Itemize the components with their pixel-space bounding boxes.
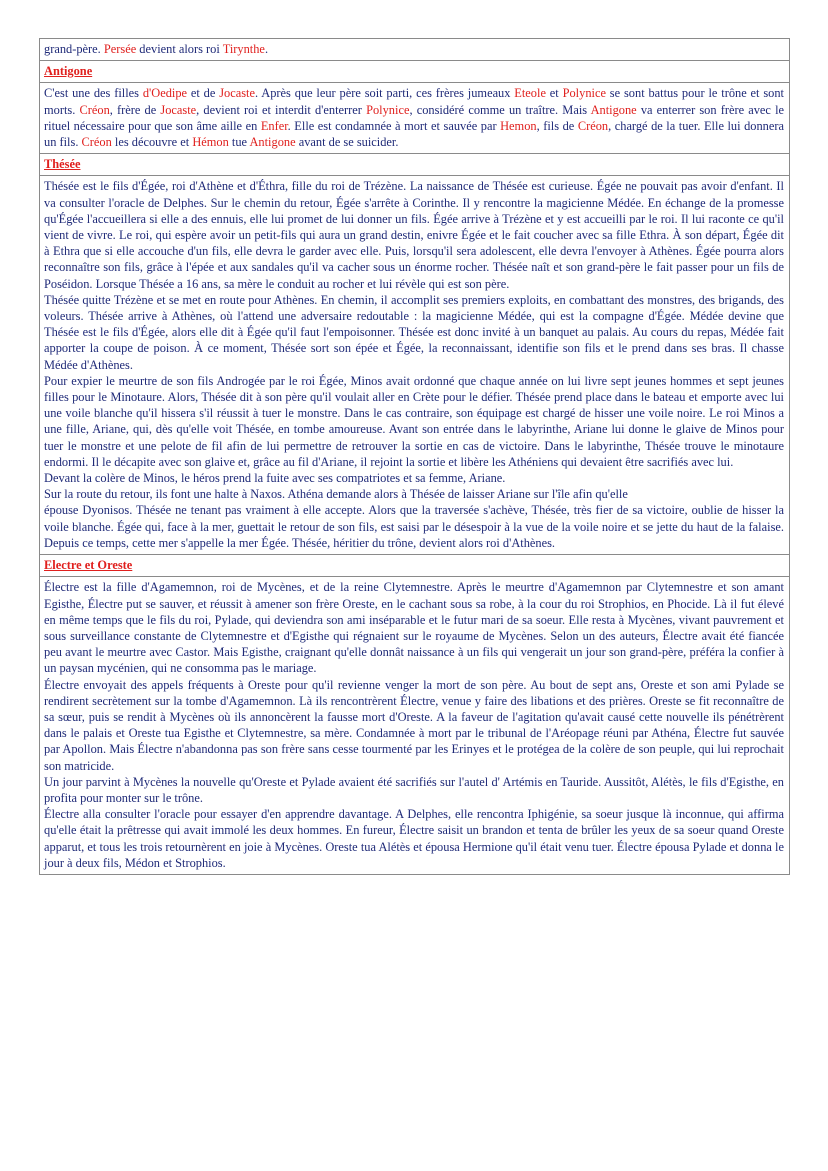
name-persee: Persée (103, 42, 137, 56)
name-tirynthe: Tirynthe (222, 42, 265, 56)
section-title-antigone: Antigone (44, 64, 93, 79)
intro-text: . (264, 42, 269, 56)
antigone-text: C'est une des filles (44, 86, 143, 101)
paragraph: Thésée quitte Trézène et se met en route pour Athènes. En chemin, il accomplit ses premiers exploits, en combattant des monstres, des brigands, des voleurs. Thésée arrive à Athènes, où l'attend une adversaire redoutable : la magicienne Médée, qui est la compagne d'Égée. Médée devine que Thésée est le fils d'Égée, alors elle dit à Égée qu'il faut l'empoisonner. Thésée est donc invité à un banquet au palais. Au cours du repas, Médée fait apporter la coupe de poison. À ce moment, Thésée sort son épée et Égée, la reconnaissant, identifie son fils et le prend dans ses bras. Il chasse Médée d'Athènes. (44, 292, 784, 372)
name-creon: Créon (81, 135, 112, 150)
intro-text: devient alors roi (136, 42, 223, 56)
paragraph: épouse Dyonisos. Thésée ne tenant pas vraiment à elle accepte. Alors que la traversée s'achève, Thésée, très fier de sa victoire, oublie de hisser la voile blanche. Égée qui, face à la mer, guettait le retour de son fils, est saisi par le désespoir à la vue de la voile noire et se jette du haut de la falaise. Depuis ce temps, cette mer s'appelle la mer Égée. Thésée, héritier du trône, devient alors roi d'Athènes. (44, 503, 784, 550)
electre-body-row (40, 577, 790, 875)
name-creon: Créon (79, 102, 110, 117)
electre-title-cell (40, 555, 790, 577)
antigone-text: , devient roi et interdit d'enterrer (196, 102, 367, 117)
name-eteole: Eteole (514, 86, 546, 101)
antigone-body-cell (40, 83, 790, 154)
thesee-body-cell (40, 176, 790, 555)
name-jocaste: Jocaste (219, 86, 255, 101)
antigone-text: se sont battus pour le trône et sont morts. (44, 86, 784, 117)
antigone-text: tue (228, 135, 250, 150)
antigone-title-row (40, 61, 790, 83)
thesee-body-row (40, 176, 790, 555)
intro-cell (40, 39, 790, 61)
name-creon: Créon (577, 118, 609, 133)
paragraph: Électre envoyait des appels fréquents à Oreste pour qu'il revienne venger la mort de son père. Au bout de sept ans, Oreste et son ami Pylade se rendirent secrètement sur la tombe d'Agamemnon. Là ils rencontrèrent Électre, venue y faire des libations et des prières. Oreste se fit reconnaître de sa sœur, puis se rendit à Mycènes où ils annoncèrent la fausse mort d'Oreste. A la faveur de l'agitation qu'avait causé cette nouvelle ils pénétrèrent dans le palais et Oreste tua Egisthe et Clytemnestre, sa mère. Condamnée à mort par le tribunal de l'Aréopage réuni par Athéna, Électre fut sauvée par Apollon. Mais Électre n'abandonna pas son frère sans cesse tourmenté par les Erinyes et le protégea de la colère de son peuple, qui lui reprochait son matricide. (44, 677, 784, 773)
paragraph: Électre est la fille d'Agamemnon, roi de Mycènes, et de la reine Clytemnestre. Après le meurtre d'Agamemnon par Clytemnestre et son amant Egisthe, Électre put se sauver, et réussit à amener son frère Oreste, en le cachant sous sa robe, à la cour du roi Strophios, en Phocide. Là il fut élevé en même temps que le fils du roi, Pylade, qui deviendra son ami inséparable et le futur mari de sa soeur. Elle resta à Mycènes, vivant pauvrement et sous surveillance constante de Clytemnestre et d'Egisthe qui régnaient sur le royaume de Mycènes. Selon un des auteurs, Électre avait été fiancée peu avant le meurtre avec Castor. Mais Egisthe, craignant qu'elle donnât naissance à un fils qui vengerait un jour son grand-père, préféra la confier à un paysan mycénien, qui ne consomma pas le mariage. (44, 580, 784, 676)
name-hemon: Hémon (192, 135, 229, 150)
antigone-body-row (40, 83, 790, 154)
paragraph: Pour expier le meurtre de son fils Androgée par le roi Égée, Minos avait ordonné que chaque année on lui livre sept jeunes hommes et sept jeunes filles pour le Minotaure. Alors, Thésée dit à son père qu'il voulait aller en Crète pour le défier. Thésée prend place dans le bateau et emporte avec lui une voile blanche qu'il hissera s'il réussit à tuer le monstre. Dans le cas contraire, son équipage est chargé de hisser une voile noire. Le roi Minos a une fille, Ariane, qui, dès qu'elle voit Thésée, en tombe amoureuse. Avant son entrée dans le labyrinthe, Ariane lui donne le glaive de Minos pour tuer le monstre et une pelote de fil afin de lui permettre de retrouver la sortie en cas de victoire. Dans le labyrinthe, Thésée trouve le minotaure endormi. Il le décapite avec son glaive et, grâce au fil d'Ariane, il rejoint la sortie et libère les Athéniens qui devaient être sacrifiés avec lui. (44, 373, 784, 469)
antigone-text: , fils de (536, 118, 578, 133)
paragraph: Un jour parvint à Mycènes la nouvelle qu'Oreste et Pylade avaient été sacrifiés sur l'autel d' Artémis en Tauride. Aussitôt, Alétès, le fils d'Egisthe, en profita pour monter sur le trône. (44, 774, 784, 805)
section-title-electre: Electre et Oreste (44, 558, 133, 573)
name-polynice: Polynice (366, 102, 410, 117)
paragraph: Devant la colère de Minos, le héros prend la fuite avec ses compatriotes et sa femme, Ariane. (44, 471, 506, 486)
antigone-title-cell (40, 61, 790, 83)
name-hemon: Hemon (500, 118, 537, 133)
intro-text: grand-père. (44, 42, 104, 56)
antigone-text: avant de se suicider. (295, 135, 399, 150)
antigone-text: et de (187, 86, 220, 101)
antigone-text: . Elle est condamnée à mort et sauvée par (287, 118, 501, 133)
section-title-thesee: Thésée (44, 157, 81, 172)
antigone-text: , chargé de la tuer. Elle lui donnera un fils. (44, 118, 785, 150)
name-polynice: Polynice (562, 86, 606, 101)
antigone-text: et (545, 86, 563, 101)
paragraph: Électre alla consulter l'oracle pour essayer d'en apprendre davantage. A Delphes, elle rencontra Iphigénie, sa soeur jusque là inconnue, qui affirma qu'elle était la prêtresse qui avait immolé les deux hommes. En fureur, Électre saisit un brandon et tenta de brûler les yeux de sa soeur quand Oreste apparut, et tous les trois retournèrent en joie à Mycènes. Oreste tua Alétès et épousa Hermione qu'il était venu tuer. Électre épousa Pylade et donna le jour à deux fils, Médon et Strophios. (44, 807, 784, 870)
electre-body-cell (40, 577, 790, 875)
thesee-title-row (40, 154, 790, 176)
paragraph: Sur la route du retour, ils font une halte à Naxos. Athéna demande alors à Thésée de laisser Ariane sur l'île afin qu'elle (44, 487, 628, 502)
antigone-text: va enterrer son frère avec le rituel nécessaire pour que son âme aille en (44, 102, 785, 133)
thesee-title-cell (40, 154, 790, 176)
antigone-text: , considéré comme un traître. Mais (409, 102, 591, 117)
name-antigone: Antigone (590, 102, 637, 117)
mythology-table (39, 38, 790, 875)
electre-title-row (40, 555, 790, 577)
name-antigone: Antigone (249, 135, 296, 150)
paragraph: Thésée est le fils d'Égée, roi d'Athène et d'Éthra, fille du roi de Trézène. La naissance de Thésée est curieuse. Égée ne pouvait pas avoir d'enfant. Il va consulter l'oracle de Delphes. Sur le chemin du retour, Égée s'arrête à Corinthe. Il y rencontre la magicienne Médée. En échange de la promesse qu'Égée l'accueillera si elle a des ennuis, elle lui promet de lui donner un fils. Égée arrive à Trézène et y est accueilli par le roi. Il lui raconte ce qu'il vient de vivre. Le roi, qui espère avoir un petit-fils qui aura un grand destin, enivre Égée et le fait coucher avec sa fille Ethra. À son départ, Égée dit à Ethra que si elle accouche d'un fils, elle devra le garder avec elle. Puis, lorsqu'il sera adolescent, elle devra l'envoyer à Athènes. Égée pourra alors reconnaître son fils, grâce à l'épée et aux sandales qu'il va cacher sous un énorme rocher. Thésée naît et son grand-père le fait passer pour un fils de Poséidon. Lorsque Thésée a 16 ans, sa mère le conduit au rocher et lui révèle qui est son père. (44, 179, 784, 291)
antigone-text: , frère de (109, 102, 161, 117)
antigone-text: les découvre et (111, 135, 193, 150)
name-enfer: Enfer (260, 118, 288, 133)
name-oedipe: d'Oedipe (142, 86, 188, 101)
name-jocaste: Jocaste (160, 102, 197, 117)
intro-row (40, 39, 790, 61)
antigone-text: . Après que leur père soit parti, ces frères jumeaux (255, 86, 515, 101)
